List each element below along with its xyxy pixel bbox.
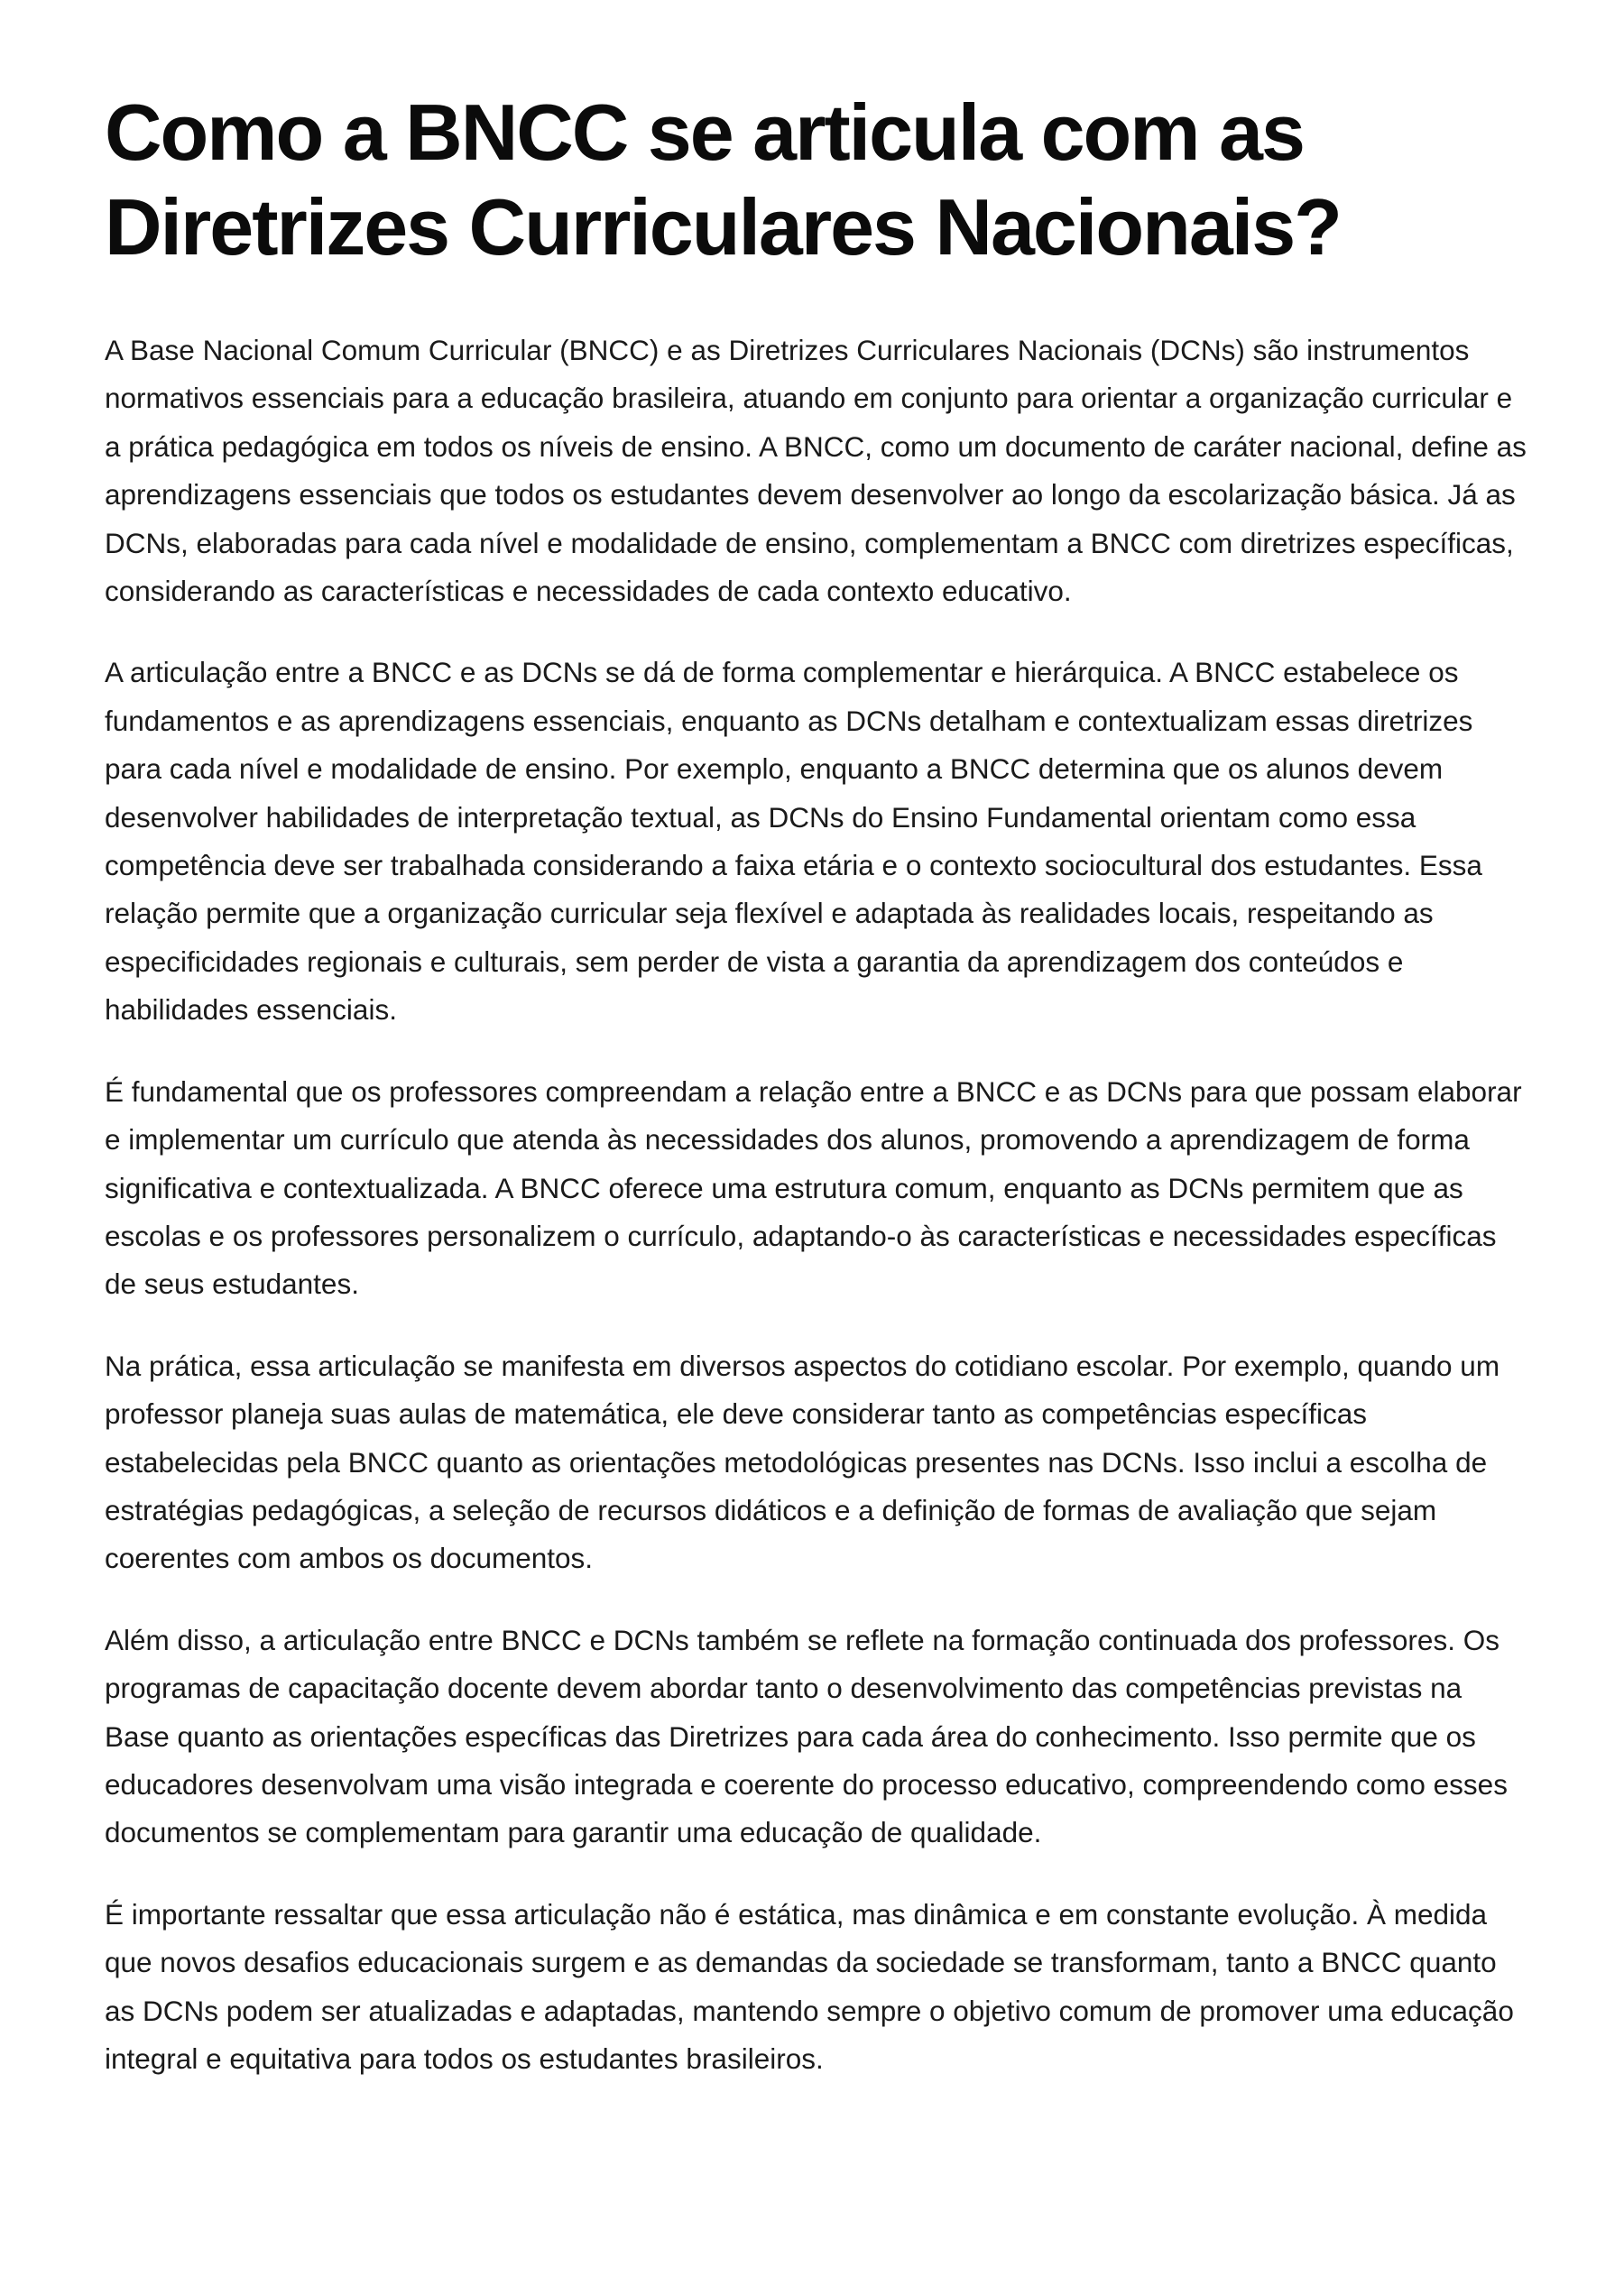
article-body	[105, 327, 1530, 2083]
paragraph-6: É importante ressaltar que essa articulação não é estática, mas dinâmica e em constante evolução. À medida que novos desafios educacionais surgem e as demandas da sociedade se transformam, tanto a BNCC quanto as DCNs podem ser atualizadas e adaptadas, mantendo sempre o objetivo comum de promover uma educação integral e equitativa para todos os estudantes brasileiros.	[105, 1897, 1514, 2075]
paragraph-2: A articulação entre a BNCC e as DCNs se dá de forma complementar e hierárquica. A BNCC estabelece os fundamentos e as aprendizagens essenciais, enquanto as DCNs detalham e contextualizam essas diretrizes para cada nível e modalidade de ensino. Por exemplo, enquanto a BNCC determina que os alunos devem desenvolver habilidades de interpretação textual, as DCNs do Ensino Fundamental orientam como essa competência deve ser trabalhada considerando a faixa etária e o contexto sociocultural dos estudantes. Essa relação permite que a organização curricular seja flexível e adaptada às realidades locais, respeitando as especificidades regionais e culturais, sem perder de vista a garantia da aprendizagem dos conteúdos e habilidades essenciais.	[105, 656, 1482, 1027]
article	[105, 85, 1530, 2116]
paragraph-1: A Base Nacional Comum Curricular (BNCC) e as Diretrizes Curriculares Nacionais (DCNs) são instrumentos normativos essenciais para a educação brasileira, atuando em conjunto para orientar a organização curricular e a prática pedagógica em todos os níveis de ensino. A BNCC, como um documento de caráter nacional, define as aprendizagens essenciais que todos os estudantes devem desenvolver ao longo da escolarização básica. Já as DCNs, elaboradas para cada nível e modalidade de ensino, complementam a BNCC com diretrizes específicas, considerando as características e necessidades de cada contexto educativo.	[105, 334, 1527, 608]
page-title-line-1: Como a BNCC se articula com as	[105, 88, 1304, 177]
page-title	[105, 85, 1530, 274]
page-title-line-2: Diretrizes Curriculares Nacionais?	[105, 182, 1341, 272]
paragraph-4: Na prática, essa articulação se manifesta em diversos aspectos do cotidiano escolar. Por exemplo, quando um professor planeja suas aulas de matemática, ele deve considerar tanto as competências específicas estabelecidas pela BNCC quanto as orientações metodológicas presentes nas DCNs. Isso inclui a escolha de estratégias pedagógicas, a seleção de recursos didáticos e a definição de formas de avaliação que sejam coerentes com ambos os documentos.	[105, 1349, 1500, 1575]
paragraph-3: É fundamental que os professores compreendam a relação entre a BNCC e as DCNs para que possam elaborar e implementar um currículo que atenda às necessidades dos alunos, promovendo a aprendizagem de forma significativa e contextualizada. A BNCC oferece uma estrutura comum, enquanto as DCNs permitem que as escolas e os professores personalizem o currículo, adaptando-o às características e necessidades específicas de seus estudantes.	[105, 1074, 1522, 1301]
paragraph-5: Além disso, a articulação entre BNCC e DCNs também se reflete na formação continuada dos professores. Os programas de capacitação docente devem abordar tanto o desenvolvimento das competências previstas na Base quanto as orientações específicas das Diretrizes para cada área do conhecimento. Isso permite que os educadores desenvolvam uma visão integrada e coerente do processo educativo, compreendendo como esses documentos se complementam para garantir uma educação de qualidade.	[105, 1623, 1508, 1849]
